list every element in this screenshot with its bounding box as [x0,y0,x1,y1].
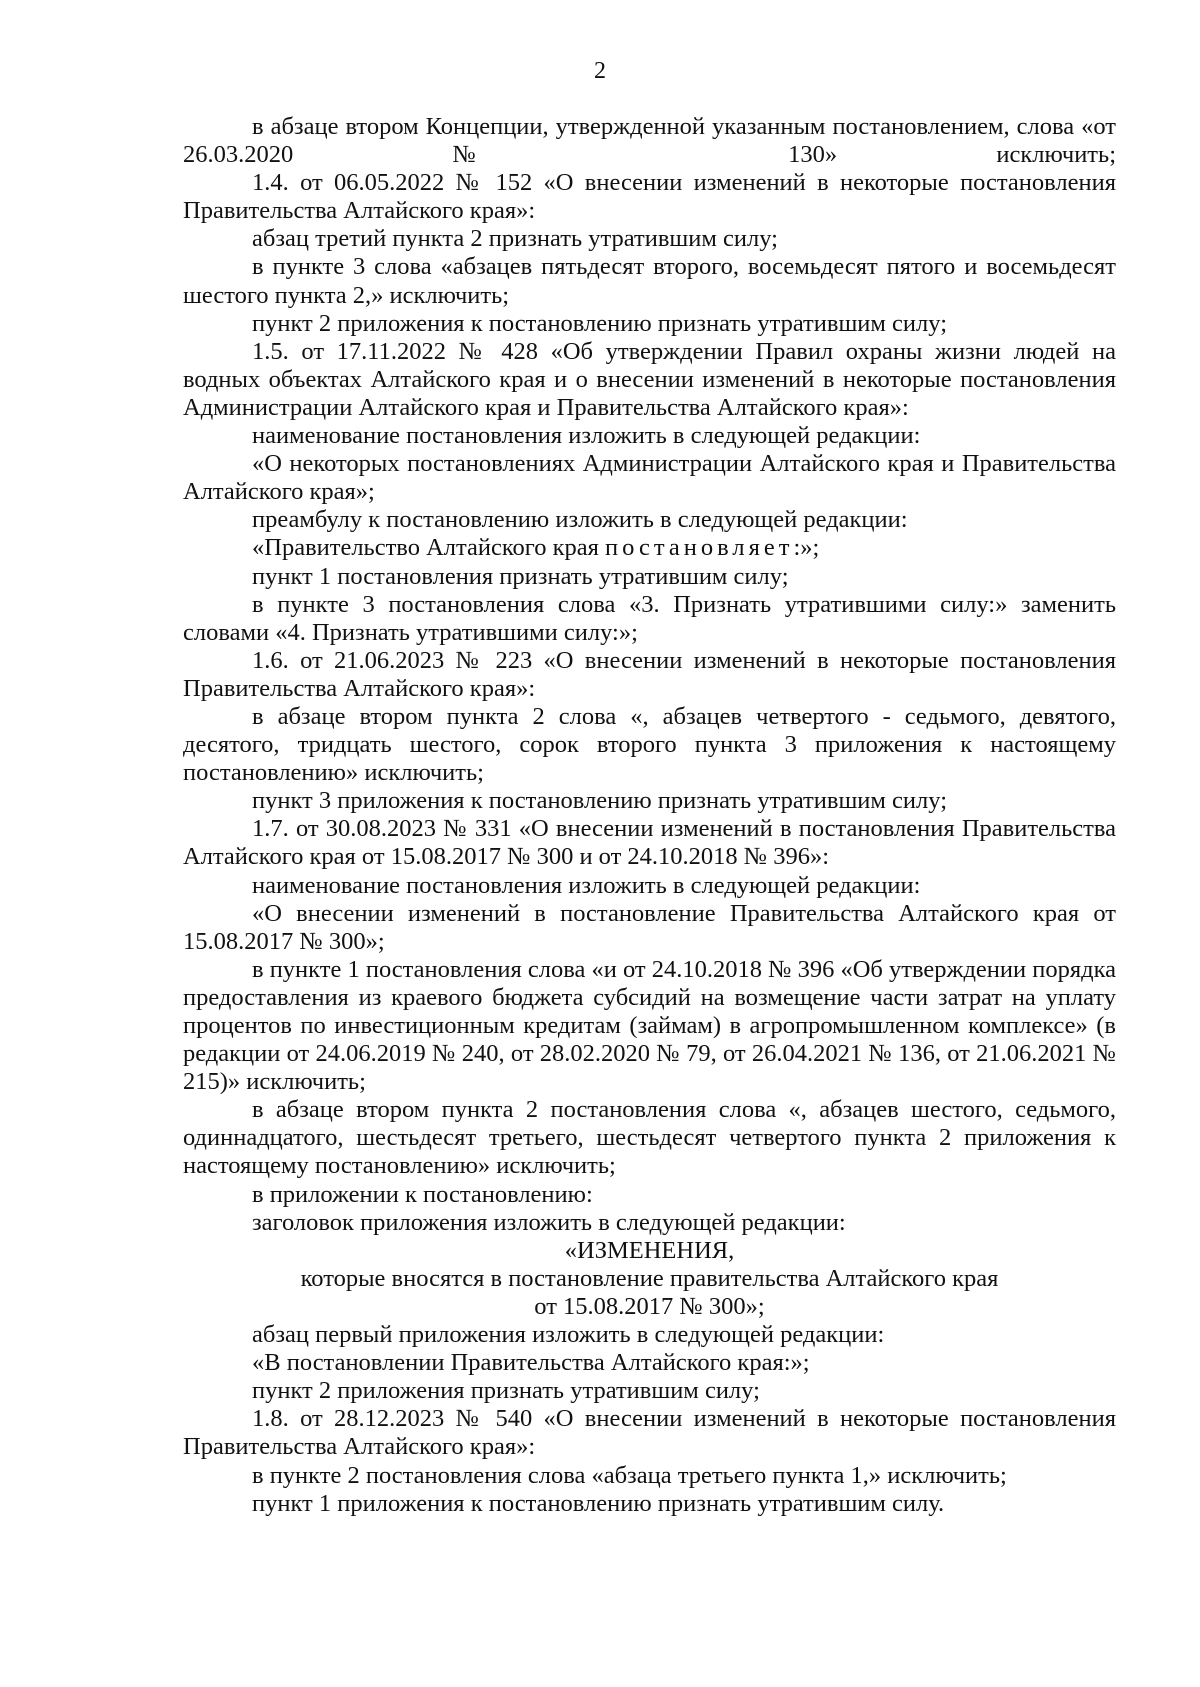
paragraph: пункт 2 приложения к постановлению признать утратившим силу; [252,309,947,337]
paragraph: в пункте 1 постановления слова «и от 24.10.2018 № 396 «Об утверждении порядка предоставления из краевого бюджета субсидий на возмещение части затрат на уплату процентов по инвестиционным кредитам (займам) в агропромышленном комплексе» (в редакции от 24.06.2019 № 240, от 28.02.2020 № 79, от 26.04.2021 № 136, от 21.06.2021 № 215)» исключить; [183,955,1116,1096]
paragraph: «О некоторых постановлениях Администрации Алтайского края и Правительства Алтайского края»; [183,450,1116,506]
paragraph: преамбулу к постановлению изложить в следующей редакции: [252,506,908,534]
paragraph: пункт 3 приложения к постановлению признать утратившим силу; [252,787,947,815]
appendix-heading-line: которые вносятся в постановление правительства Алтайского края [300,1264,999,1292]
paragraph: «В постановлении Правительства Алтайского края:»; [252,1349,810,1377]
preamble-quote [183,534,1116,562]
paragraph: в пункте 3 слова «абзацев пятьдесят второго, восемьдесят пятого и восемьдесят шестого пункта 2,» исключить; [183,253,1116,309]
preamble-quote-spaced: постановляет [605,534,794,562]
document-body [183,113,1116,1518]
paragraph: абзац первый приложения изложить в следующей редакции: [252,1321,885,1349]
paragraph: в абзаце втором пункта 2 постановления слова «, абзацев шестого, седьмого, одиннадцатого, шестьдесят третьего, шестьдесят четвертого пункта 2 приложения к настоящему постановлению» исключить; [183,1096,1116,1180]
paragraph: абзац третий пункта 2 признать утратившим силу; [252,225,778,253]
paragraph: в абзаце втором пункта 2 слова «, абзацев четвертого - седьмого, девятого, десятого, тридцать шестого, сорок второго пункта 3 приложения к настоящему постановлению» исключить; [183,702,1116,787]
paragraph: наименование постановления изложить в следующей редакции: [252,871,921,899]
appendix-heading-line: «ИЗМЕНЕНИЯ, [564,1236,735,1264]
paragraph: пункт 1 постановления признать утратившим силу; [252,562,789,590]
paragraph: 1.8. от 28.12.2023 № 540 «О внесении изменений в некоторые постановления Правительства Алтайского края»: [183,1405,1116,1461]
paragraph: 1.6. от 21.06.2023 № 223 «О внесении изменений в некоторые постановления Правительства Алтайского края»: [183,646,1116,702]
paragraph: «О внесении изменений в постановление Правительства Алтайского края от 15.08.2017 № 300»; [183,899,1116,955]
paragraph: в абзаце втором Концепции, утвержденной указанным постановлением, слова «от 26.03.2020 № 130» исключить; [183,113,1116,169]
preamble-quote-close: :»; [793,534,820,562]
appendix-heading-line: от 15.08.2017 № 300»; [534,1292,765,1320]
paragraph: 1.4. от 06.05.2022 № 152 «О внесении изменений в некоторые постановления Правительства Алтайского края»: [183,169,1116,225]
paragraph: 1.7. от 30.08.2023 № 331 «О внесении изменений в постановления Правительства Алтайского края от 15.08.2017 № 300 и от 24.10.2018 № 396»: [183,815,1116,871]
page-number: 2 [594,58,606,84]
paragraph: пункт 2 приложения признать утратившим силу; [252,1377,760,1405]
paragraph: заголовок приложения изложить в следующей редакции: [252,1208,846,1236]
paragraph: 1.5. от 17.11.2022 № 428 «Об утверждении Правил охраны жизни людей на водных объектах Алтайского края и о внесении изменений в некоторые постановления Администрации Алтайского края и Правительства Алтайского края»: [183,337,1116,421]
paragraph: наименование постановления изложить в следующей редакции: [252,422,921,450]
paragraph: в пункте 3 постановления слова «3. Признать утратившими силу:» заменить словами «4. Признать утратившими силу:»; [183,590,1116,646]
paragraph: пункт 1 приложения к постановлению признать утратившим силу. [252,1489,945,1517]
paragraph: в приложении к постановлению: [252,1180,593,1208]
preamble-quote-open: «Правительство Алтайского края [252,534,606,562]
paragraph: в пункте 2 постановления слова «абзаца третьего пункта 1,» исключить; [252,1461,1007,1489]
